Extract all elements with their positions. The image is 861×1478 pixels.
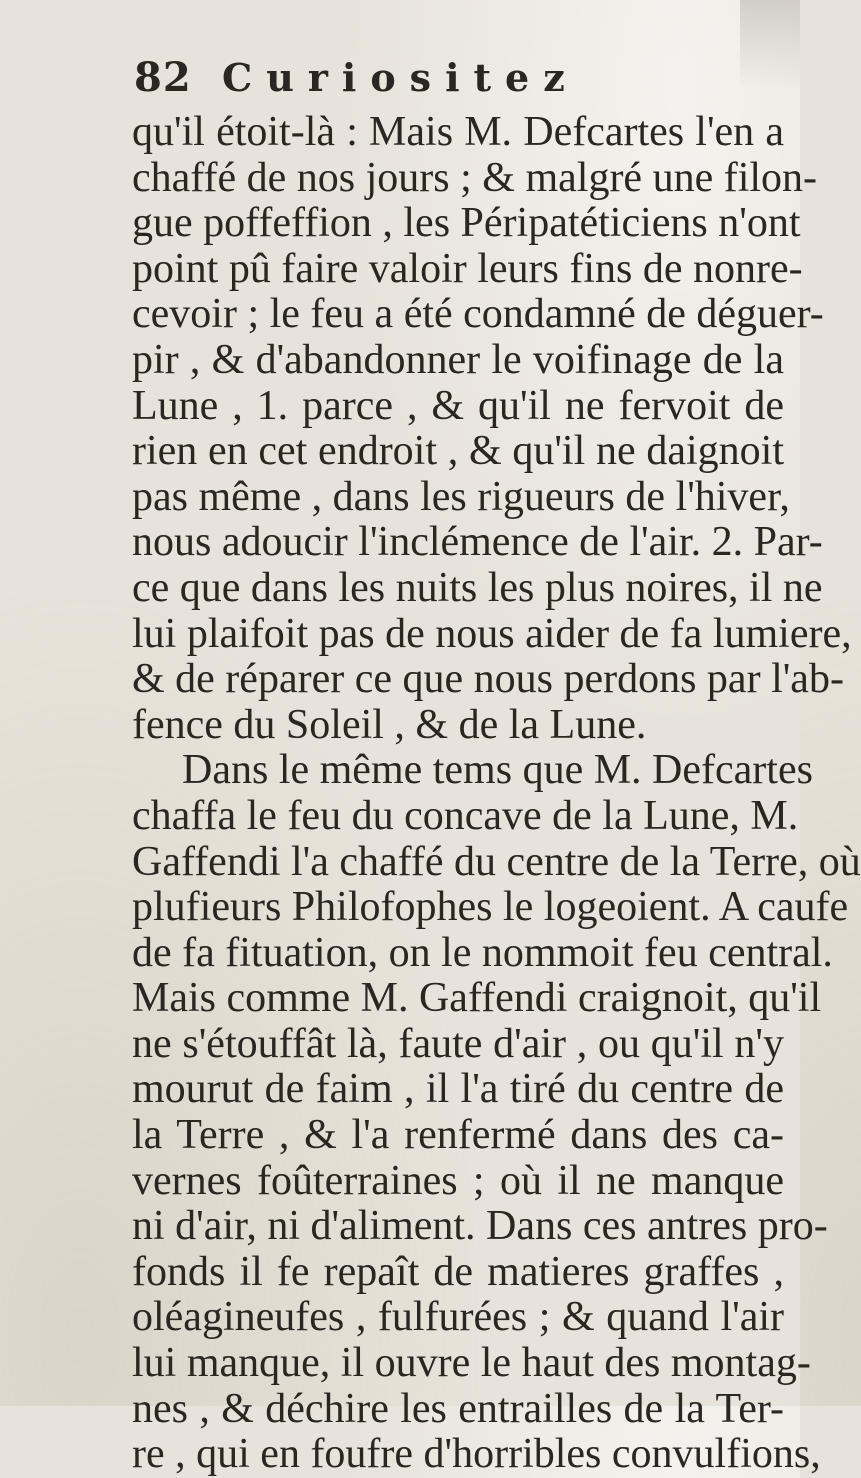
text-line: mourut de faim , il l'a tiré du centre de (132, 1066, 784, 1113)
text-line: ni d'air, ni d'aliment. Dans ces antres pro- (132, 1203, 828, 1250)
text-line: vernes foûterraines ; où il ne manque (132, 1157, 784, 1204)
text-line: Lune , 1. parce , & qu'il ne fervoit de (132, 382, 784, 429)
text-line: fonds il fe repaît de matieres graffes , (132, 1248, 784, 1295)
body-text (132, 109, 861, 1478)
text-line: rien en cet endroit , & qu'il ne daignoit (132, 428, 784, 475)
text-line: nes , & déchire les entrailles de la Ter- (132, 1385, 784, 1432)
text-line: lui manque, il ouvre le haut des montag- (132, 1340, 811, 1387)
text-line: pas même , dans les rigueurs de l'hiver, (132, 473, 790, 520)
text-line: qu'il étoit-là : Mais M. Defcartes l'en a (132, 109, 784, 155)
text-line: cevoir ; le feu a été condamné de déguer- (132, 291, 824, 338)
running-head (134, 50, 774, 106)
text-line: plufieurs Philofophes le logeoient. A caufe (132, 884, 849, 931)
text-line: Gaffendi l'a chaffé du centre de la Terre, où (132, 838, 861, 885)
text-line: & de réparer ce que nous perdons par l'ab- (132, 656, 844, 703)
text-line: la Terre , & l'a renfermé dans des ca- (132, 1112, 784, 1159)
text-line: lui plaifoit pas de nous aider de fa lumiere, (132, 610, 852, 657)
text-line: de fa fituation, on le nommoit feu central. (132, 929, 833, 976)
running-title: Curiositez (222, 55, 579, 100)
text-line: chaffa le feu du concave de la Lune, M. (132, 792, 799, 839)
page-number: 82 (134, 54, 192, 101)
text-line: ce que dans les nuits les plus noires, il ne (132, 564, 823, 611)
paragraph-end-line: fence du Soleil , & de la Lune. (132, 701, 647, 748)
paragraph-start-line: Dans le même tems que M. Defcartes (182, 747, 813, 794)
text-line: chaffé de nos jours ; & malgré une filon- (132, 154, 818, 201)
text-line: Mais comme M. Gaffendi craignoit, qu'il (132, 975, 822, 1022)
text-line: point pû faire valoir leurs fins de nonre- (132, 245, 803, 292)
text-line: oléagineufes , fulfurées ; & quand l'air (132, 1294, 784, 1341)
text-line: pir , & d'abandonner le voifinage de la (132, 336, 784, 383)
text-line: gue poffeffion , les Péripatéticiens n'ont (132, 200, 801, 247)
text-line: nous adoucir l'inclémence de l'air. 2. Par- (132, 519, 823, 566)
text-line: ne s'étouffât là, faute d'air , ou qu'il n'y (132, 1020, 784, 1067)
text-line: re , qui en foufre d'horribles convulfions, (132, 1431, 821, 1478)
